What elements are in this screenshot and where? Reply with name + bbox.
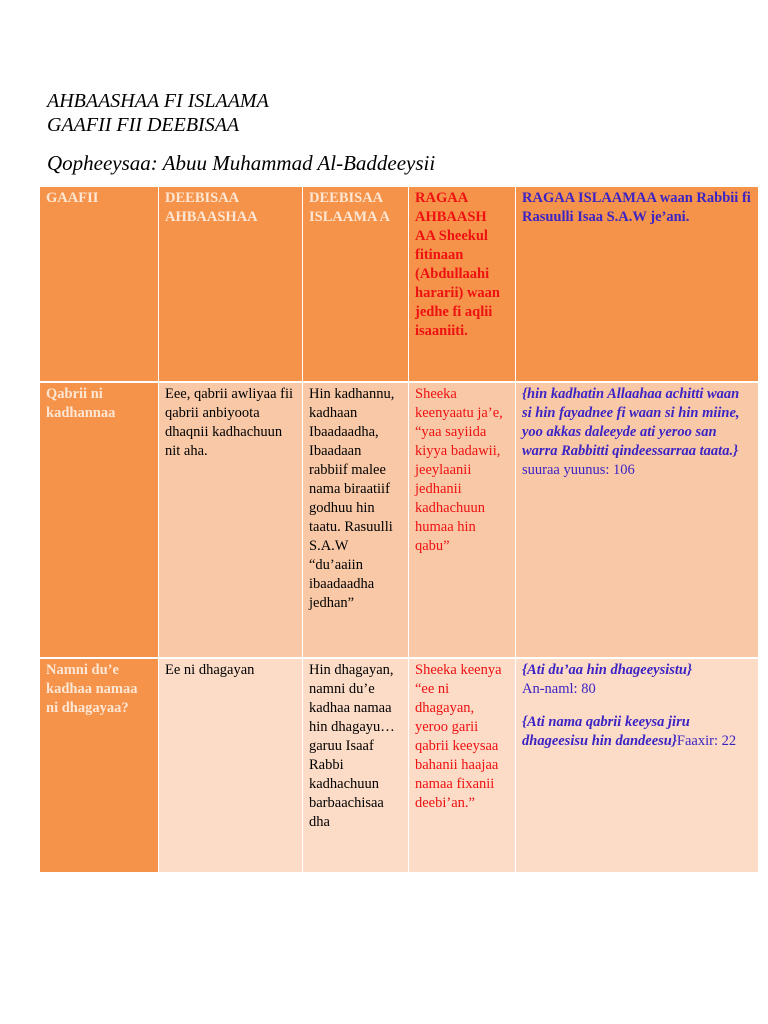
header-gaafii: GAAFII xyxy=(40,187,159,382)
islaamaa-evidence-cell xyxy=(516,658,759,873)
question-cell: Qabrii ni kadhannaa xyxy=(40,382,159,658)
ahbaashaa-evidence-cell: Sheeka keenya “ee ni dhagayan, yeroo garii qabrii keeysaa bahanii haajaa namaa fixanii deebi’an.” xyxy=(409,658,516,873)
islaamaa-evidence-cell xyxy=(516,382,759,658)
quran-reference: An-naml: 80 xyxy=(522,681,596,697)
table-row xyxy=(40,382,759,658)
quran-reference: Faaxir: 22 xyxy=(676,733,737,749)
quran-quote: {Ati du’aa hin dhageeysistu} xyxy=(522,662,693,678)
author-line: Qopheeysaa: Abuu Muhammad Al-Baddeeysii xyxy=(47,151,436,175)
table-row xyxy=(40,658,759,873)
header-deebisaa-islaamaa: DEEBISAA ISLAAMA A xyxy=(303,187,409,382)
islaamaa-answer-cell: Hin dhagayan, namni du’e kadhaa namaa hin dhagayu… garuu Isaaf Rabbi kadhachuun barbaachisaa dha xyxy=(303,658,409,873)
document-title-line-1: AHBAASHAA FI ISLAAMA xyxy=(47,90,269,112)
document-title-line-2: GAAFII FII DEEBISAA xyxy=(47,114,240,136)
quran-reference: suuraa yuunus: 106 xyxy=(522,462,635,478)
header-ragaa-ahbaashaa: RAGAA AHBAASH AA Sheekul fitinaan (Abdullaahi hararii) waan jedhe fi aqlii isaaniiti. xyxy=(409,187,516,382)
header-deebisaa-ahbaashaa: DEEBISAA AHBAASHAA xyxy=(159,187,303,382)
islaamaa-answer-cell: Hin kadhannu, kadhaan Ibaadaadha, Ibaadaan rabbiif malee nama biraatiif godhuu hin taatu. Rasuulli S.A.W “du’aaiin ibaadaadha jedhan” xyxy=(303,382,409,658)
quran-quote: {Ati nama qabrii keeysa jiru dhageesisu hin dandeesu} xyxy=(522,714,690,749)
table-header-row xyxy=(40,187,759,382)
ahbaashaa-answer-cell: Ee ni dhagayan xyxy=(159,658,303,873)
header-ragaa-islaamaa: RAGAA ISLAAMAA waan Rabbii fi Rasuulli Isaa S.A.W je’ani. xyxy=(516,187,759,382)
ahbaashaa-answer-cell: Eee, qabrii awliyaa fii qabrii anbiyoota dhaqnii kadhachuun nit aha. xyxy=(159,382,303,658)
ahbaashaa-evidence-cell: Sheeka keenyaatu ja’e, “yaa sayiida kiyya badawii, jeeylaanii jedhanii kadhachuun humaa hin qabu” xyxy=(409,382,516,658)
question-cell: Namni du’e kadhaa namaa ni dhagayaa? xyxy=(40,658,159,873)
comparison-table xyxy=(39,187,759,874)
quran-quote: {hin kadhatin Allaahaa achitti waan si hin fayadnee fi waan si hin miine, yoo akkas daleeyde ati yeroo san warra Rabbitti qindeessarraa taata.} xyxy=(522,386,740,459)
